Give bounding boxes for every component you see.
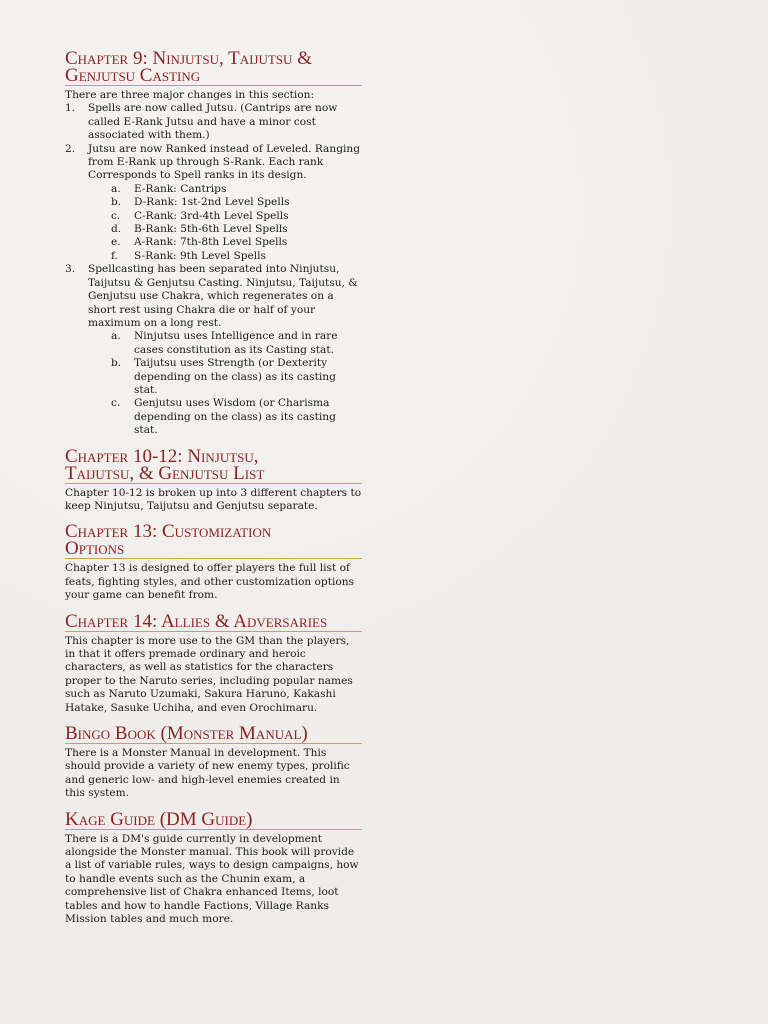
chapter-14-body: This chapter is more use to the GM than the players, in that it offers premade ordinary and heroic characters, as well as statistics for the characters proper to the Naruto series, including popular names such as Naruto Uzumaki, Sakura Haruno, Kakashi Hatake, Sasuke Uchiha, and even Orochimaru. xyxy=(65,634,353,714)
rank-sublist xyxy=(111,183,362,263)
chapter-14-heading xyxy=(65,610,362,632)
casting-sublist xyxy=(111,330,362,437)
chapter-9-intro: There are three major changes in this section: xyxy=(65,89,315,101)
sub-list-item xyxy=(111,223,362,236)
bingo-book-body: There is a Monster Manual in development. This should provide a variety of new enemy types, prolific and generic low- and high-level enemies created in this system. xyxy=(65,747,350,800)
list-text: D-Rank: 1st-2nd Level Spells xyxy=(134,196,290,209)
list-number: 2. xyxy=(65,142,76,155)
list-letter: e. xyxy=(111,236,121,249)
list-letter: b. xyxy=(111,357,122,370)
chapter-10-12-body: Chapter 10-12 is broken up into 3 different chapters to keep Ninjutsu, Taijutsu and Genjutsu separate. xyxy=(65,486,362,512)
chapter-10-12-heading xyxy=(65,445,362,484)
list-text: Jutsu are now Ranked instead of Leveled. Ranging from E-Rank up through S-Rank. Each rank Corresponds to Spell ranks in its design. xyxy=(88,142,360,182)
list-text: A-Rank: 7th-8th Level Spells xyxy=(134,236,288,249)
list-text: Genjutsu uses Wisdom (or Charisma depending on the class) as its casting stat. xyxy=(134,397,336,437)
list-letter: a. xyxy=(111,182,121,195)
sub-list-item xyxy=(111,397,362,437)
sub-list-item xyxy=(111,357,362,397)
heading-line: Chapter 14: Allies & Adversaries xyxy=(65,610,328,632)
list-letter: c. xyxy=(111,209,121,222)
list-letter: f. xyxy=(111,249,118,262)
list-text: Spells are now called Jutsu. (Cantrips are now called E-Rank Jutsu and have a minor cost associated with them.) xyxy=(88,102,338,142)
chapter-13-body: Chapter 13 is designed to offer players the full list of feats, fighting styles, and other customization options your game can benefit from. xyxy=(65,562,354,602)
sub-list-item xyxy=(111,250,362,263)
list-item xyxy=(65,102,362,142)
sub-list-item xyxy=(111,183,362,196)
list-number: 3. xyxy=(65,263,76,276)
list-letter: d. xyxy=(111,223,122,236)
page-column xyxy=(65,50,362,927)
heading-line: Kage Guide (DM Guide) xyxy=(65,808,253,830)
heading-line: Taijutsu, & Genjutsu List xyxy=(65,462,265,484)
sub-list-item xyxy=(111,330,362,357)
heading-line: Genjutsu Casting xyxy=(65,65,201,86)
chapter-13-heading xyxy=(65,523,362,559)
bingo-book-heading xyxy=(65,725,362,744)
chapter-9-heading xyxy=(65,50,362,86)
list-text: B-Rank: 5th-6th Level Spells xyxy=(134,223,288,236)
list-letter: b. xyxy=(111,196,122,209)
heading-line: Chapter 9: Ninjutsu, Taijutsu & xyxy=(65,48,312,69)
kage-guide-body: There is a DM's guide currently in development alongside the Monster manual. This book will provide a list of variable rules, ways to design campaigns, how to handle events such as the Chunin exam, a comprehensive list of Chakra enhanced Items, loot tables and how to handle Factions, Village Ranks Mission tables and much more. xyxy=(65,832,359,926)
list-text: Taijutsu uses Strength (or Dexterity depending on the class) as its casting stat. xyxy=(134,357,336,396)
chapter-9-list xyxy=(65,102,362,437)
sub-list-item xyxy=(111,210,362,223)
list-item xyxy=(65,143,362,183)
list-text: S-Rank: 9th Level Spells xyxy=(134,249,266,262)
list-number: 1. xyxy=(65,102,76,115)
list-text: Spellcasting has been separated into Ninjutsu, Taijutsu & Genjutsu Casting. Ninjutsu, Taijutsu, & Genjutsu use Chakra, which regenerates on a short rest using Chakra die or half of your maximum on a long rest. xyxy=(88,263,358,329)
list-text: C-Rank: 3rd-4th Level Spells xyxy=(134,209,289,222)
list-text: E-Rank: Cantrips xyxy=(134,182,227,195)
sub-list-item xyxy=(111,196,362,209)
list-letter: a. xyxy=(111,330,121,343)
list-letter: c. xyxy=(111,397,121,410)
heading-line: Options xyxy=(65,538,125,560)
heading-line: Bingo Book (Monster Manual) xyxy=(65,723,308,745)
list-text: Ninjutsu uses Intelligence and in rare cases constitution as its Casting stat. xyxy=(134,330,338,356)
heading-line: Chapter 10-12: Ninjutsu, xyxy=(65,445,259,467)
heading-line: Chapter 13: Customization xyxy=(65,521,272,543)
list-item xyxy=(65,263,362,330)
sub-list-item xyxy=(111,236,362,249)
kage-guide-heading xyxy=(65,808,362,830)
